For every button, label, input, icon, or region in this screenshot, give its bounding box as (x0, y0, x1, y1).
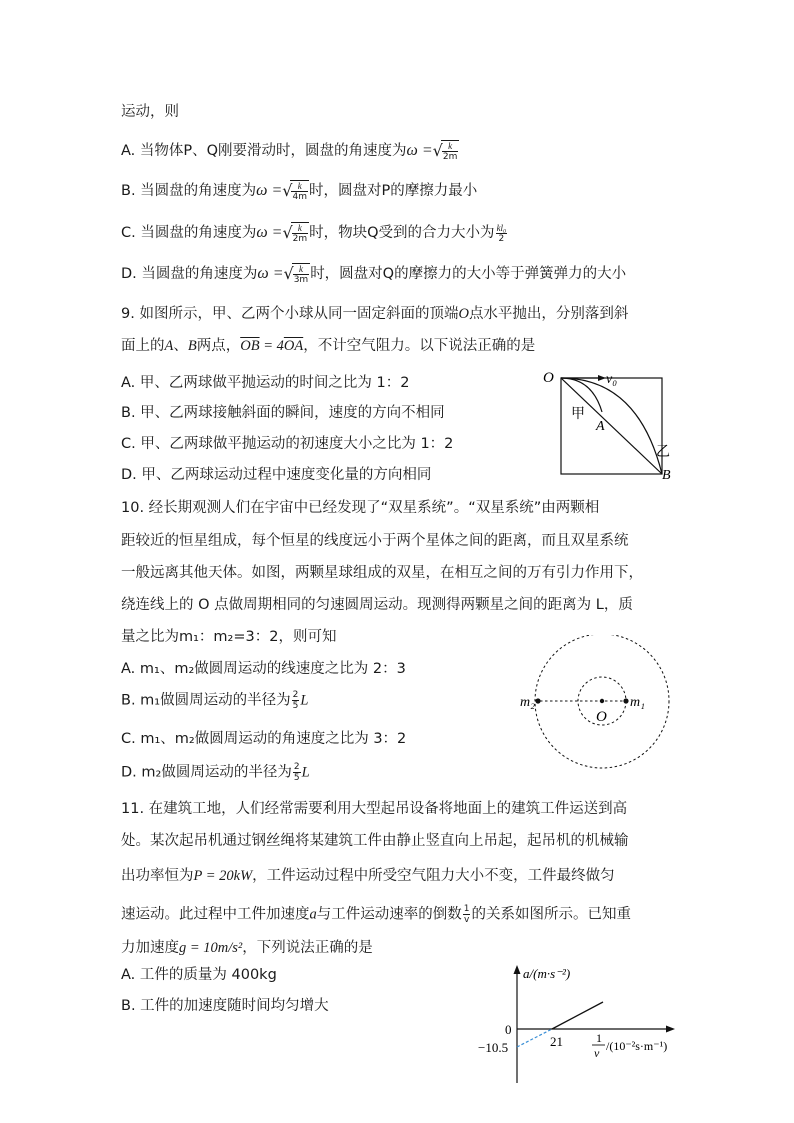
star-m2 (535, 698, 540, 703)
label-O: O (543, 370, 554, 386)
option-8a: A. 当物体P、Q刚要滑动时，圆盘的角速度为ω =√ $\frac{k}{2m}$ (121, 141, 458, 162)
x-label-denominator: v (594, 1046, 600, 1060)
option-9a: A. 甲、乙两球做平抛运动的时间之比为 1：2 (121, 375, 410, 391)
option-9d: D. 甲、乙两球运动过程中速度变化量的方向相同 (121, 467, 432, 483)
question-10-line-1: 10. 经长期观测人们在宇宙中已经发现了“双星系统”。“双星系统”由两颗相 (121, 500, 600, 516)
question-9-line-2: 面上的A、B两点，$\overline{OB} = 4\overline{OA}$，不计空气阻力。以下说法正确的是 (121, 338, 536, 354)
question-11-line-4: 速运动。此过程中工件加速度a与工件运动速率的倒数 $\frac{1}{v}$ 的关系如图所示。已知重 (121, 904, 631, 925)
incline-figure (540, 365, 680, 483)
option-10d: D. m₂做圆周运动的半径为 $\frac{2}{5}$ L (121, 762, 310, 783)
question-9-line-1: 9. 如图所示，甲、乙两个小球从同一固定斜面的顶端O点水平抛出，分别落到斜 (121, 306, 629, 322)
label-m1: m₁ (630, 695, 645, 710)
question-10-line-4: 绕连线上的 O 点做周期相同的匀速圆周运动。现测得两颗星之间的距离为 L，质 (121, 597, 633, 613)
option-10a: A. m₁、m₂做圆周运动的线速度之比为 2：3 (121, 661, 406, 677)
y-axis-arrow (514, 965, 521, 974)
text-line: 运动，则 (121, 104, 179, 120)
question-10-line-3: 一般远离其他天体。如图，两颗星球组成的双星，在相互之间的万有引力作用下， (121, 565, 643, 581)
option-10b: B. m₁做圆周运动的半径为 $\frac{2}{5}$ L (121, 690, 309, 711)
a-vs-inv-v-graph (470, 955, 685, 1090)
x-label-unit: /(10⁻²s·m⁻¹) (606, 1039, 668, 1053)
option-8d: D. 当圆盘的角速度为ω =√ $\frac{k}{3m}$ 时，圆盘对Q的摩擦力的大小等于弹簧弹力的大小 (121, 264, 627, 285)
label-m2: m₂ (520, 695, 535, 710)
y-axis-label: a/(m·s⁻²) (523, 966, 571, 981)
label-A: A (596, 419, 605, 434)
question-10-line-2: 距较近的恒星组成，每个恒星的线度远小于两个星体之间的距离，而且双星系统 (121, 533, 629, 549)
label-yi: 乙 (656, 445, 670, 460)
option-9b: B. 甲、乙两球接触斜面的瞬间，速度的方向不相同 (121, 405, 445, 421)
question-11-line-5: 力加速度g = 10m/s²，下列说法正确的是 (121, 940, 373, 956)
arrow-head (598, 375, 606, 381)
binary-star-figure (518, 635, 688, 771)
option-11b: B. 工件的加速度随时间均匀增大 (121, 998, 329, 1014)
question-10-line-5: 量之比为m₁：m₂=3：2，则可知 (121, 629, 337, 645)
x-tick-label: 21 (550, 1034, 563, 1049)
label-O: O (596, 709, 607, 725)
dashed-extension (517, 1029, 552, 1047)
option-9c: C. 甲、乙两球做平抛运动的初速度大小之比为 1：2 (121, 436, 454, 452)
option-10c: C. m₁、m₂做圆周运动的角速度之比为 3：2 (121, 731, 407, 747)
origin-label: 0 (505, 1022, 512, 1037)
incline-hypotenuse (561, 378, 662, 474)
label-jia: 甲 (571, 407, 585, 422)
label-B: B (662, 468, 671, 483)
star-m1 (623, 698, 628, 703)
question-11-line-1: 11. 在建筑工地，人们经常需要利用大型起吊设备将地面上的建筑工件运送到高 (121, 801, 628, 817)
y-intercept-label: −10.5 (478, 1040, 509, 1055)
x-axis-arrow (666, 1026, 675, 1033)
option-8b: B. 当圆盘的角速度为ω =√ $\frac{k}{4m}$ 时，圆盘对P的摩擦力最小 (121, 181, 478, 202)
question-11-line-2: 处。某次起吊机通过钢丝绳将某建筑工件由静止竖直向上吊起，起吊机的机械输 (121, 833, 629, 849)
option-11a: A. 工件的质量为 400kg (121, 967, 277, 983)
x-label-numerator: 1 (596, 1031, 602, 1045)
label-v0: v₀ (606, 372, 618, 387)
solid-line (552, 1002, 603, 1029)
option-8c: C. 当圆盘的角速度为ω =√ $\frac{k}{2m}$ 时，物块Q受到的合力大小为 $\frac{\text{kl₀}}{2}$ (121, 222, 507, 244)
question-11-line-3: 出功率恒为P = 20kW，工件运动过程中所受空气阻力大小不变，工件最终做匀 (121, 868, 615, 884)
center-O (600, 699, 604, 703)
